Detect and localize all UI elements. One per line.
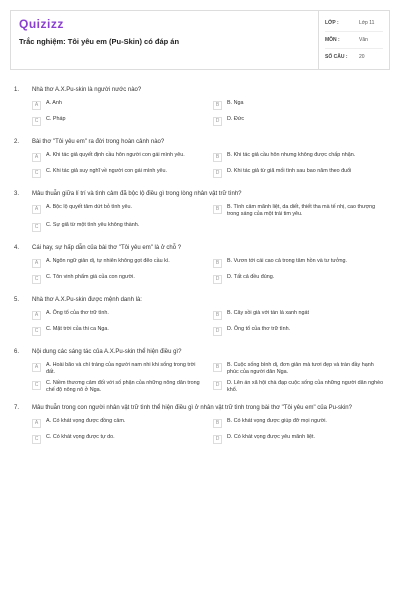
question-text: Nội dung các sáng tác của A.X.Pu-skin thể hiện điều gì? <box>32 349 182 355</box>
answer-option-a[interactable] <box>32 310 209 322</box>
option-letter-box: B <box>213 205 222 214</box>
option-text: D. Khi tác giả từ giã mối tình sau bao năm theo đuổi <box>227 168 352 174</box>
option-letter-box: D <box>213 381 222 390</box>
option-letter-box: D <box>213 275 222 284</box>
option-letter-box: C <box>32 223 41 232</box>
question-item <box>10 244 390 286</box>
answer-option-d[interactable] <box>213 434 390 446</box>
answer-option-b[interactable] <box>213 258 390 270</box>
option-text: B. Cây sồi già với tán lá xanh ngát <box>227 310 310 316</box>
option-text: A. Bộc lộ quyết tâm dứt bỏ tình yêu. <box>46 204 133 210</box>
answer-options <box>10 204 390 234</box>
option-text: C. Tôn vinh phẩm giá của con người. <box>46 274 135 280</box>
option-letter-box: A <box>32 259 41 268</box>
option-text: C. Sự giã từ một tình yêu không thành. <box>46 222 140 228</box>
question-number: 1. <box>14 87 20 93</box>
option-letter-box: B <box>213 153 222 162</box>
option-text: B. Có khát vọng được giúp đỡ mọi người. <box>227 418 327 424</box>
answer-option-b[interactable] <box>213 100 390 112</box>
answer-option-c[interactable] <box>32 222 209 234</box>
option-text: A. Khi tác giả quyết định cầu hôn người con gái mình yêu. <box>46 152 185 158</box>
header-title-area <box>11 11 319 69</box>
question-item <box>10 296 390 338</box>
answer-option-b[interactable] <box>213 204 390 218</box>
answer-option-a[interactable] <box>32 362 209 376</box>
answer-options <box>10 418 390 446</box>
question-header <box>10 404 390 412</box>
option-text: A. Ngôn ngữ giản dị, tự nhiên không gọt đẽo cầu kì. <box>46 258 170 264</box>
option-letter-box: B <box>213 311 222 320</box>
answer-option-a[interactable] <box>32 418 209 430</box>
answer-option-d[interactable] <box>213 380 390 394</box>
meta-label: MÔN : <box>325 37 340 43</box>
header-meta <box>319 11 389 69</box>
option-text: D. Tất cả đều đúng. <box>227 274 275 280</box>
quizizz-logo: Quizizz <box>19 17 64 31</box>
question-item <box>10 404 390 446</box>
question-text: Mâu thuẫn trong con người nhân vật trữ tình thể hiện điều gì ở nhân vật trữ tình trong bài thơ "Tôi yêu em" của Pu-skin? <box>32 405 352 411</box>
option-text: A. Hoài bão và chí tráng của người nam nhi khi sống trong trời đất. <box>46 362 196 375</box>
question-number: 7. <box>14 405 20 411</box>
option-text: A. Ông tổ của thơ trữ tình. <box>46 310 109 316</box>
question-number: 4. <box>14 245 20 251</box>
answer-option-d[interactable] <box>213 326 390 338</box>
option-letter-box: D <box>213 435 222 444</box>
answer-options <box>10 152 390 180</box>
option-letter-box: B <box>213 259 222 268</box>
question-item <box>10 348 390 394</box>
option-letter-box: D <box>213 327 222 336</box>
question-number: 2. <box>14 139 20 145</box>
option-text: C. Pháp <box>46 116 66 122</box>
option-letter-box: B <box>213 101 222 110</box>
option-text: A. Có khát vọng được đồng cảm. <box>46 418 126 424</box>
answer-option-b[interactable] <box>213 310 390 322</box>
option-text: C. Có khát vọng được tự do. <box>46 434 115 440</box>
meta-label: SỐ CÂU : <box>325 54 348 60</box>
question-item <box>10 86 390 128</box>
option-text: A. Anh <box>46 100 62 106</box>
meta-value: Lớp 11 <box>359 20 375 26</box>
question-item <box>10 190 390 234</box>
option-letter-box: C <box>32 169 41 178</box>
question-header <box>10 348 390 356</box>
question-number: 3. <box>14 191 20 197</box>
worksheet-header <box>10 10 390 70</box>
option-letter-box: A <box>32 205 41 214</box>
option-letter-box: B <box>213 363 222 372</box>
option-letter-box: C <box>32 275 41 284</box>
option-letter-box: A <box>32 101 41 110</box>
question-text: Nhà thơ A.X.Pu-skin được mệnh danh là: <box>32 297 142 303</box>
answer-options <box>10 100 390 128</box>
question-text: Bài thơ "Tôi yêu em" ra đời trong hoàn cảnh nào? <box>32 139 165 145</box>
option-text: B. Nga <box>227 100 244 106</box>
answer-option-d[interactable] <box>213 116 390 128</box>
question-header <box>10 190 390 198</box>
question-header <box>10 138 390 146</box>
option-text: C. Niềm thương cảm đối với số phận của những nông dân trong chế độ nông nô ở Nga. <box>46 380 200 393</box>
option-text: D. Đức <box>227 116 245 122</box>
meta-value: 20 <box>359 54 365 60</box>
answer-option-c[interactable] <box>32 434 209 446</box>
option-letter-box: A <box>32 311 41 320</box>
answer-option-c[interactable] <box>32 168 209 180</box>
option-letter-box: D <box>213 169 222 178</box>
question-list <box>10 86 390 446</box>
option-letter-box: A <box>32 419 41 428</box>
question-item <box>10 138 390 180</box>
option-letter-box: C <box>32 435 41 444</box>
option-text: B. Vươn tới cái cao cả trong tâm hồn và tư tưởng. <box>227 258 348 264</box>
option-text: C. Khi tác giả suy nghĩ về người con gái mình yêu. <box>46 168 168 174</box>
option-letter-box: B <box>213 419 222 428</box>
option-letter-box: D <box>213 117 222 126</box>
option-text: B. Khi tác giả cầu hôn nhưng không được chấp nhận. <box>227 152 356 158</box>
meta-label: LỚP : <box>325 20 339 26</box>
option-letter-box: A <box>32 153 41 162</box>
answer-option-a[interactable] <box>32 258 209 270</box>
answer-option-d[interactable] <box>213 168 390 180</box>
answer-option-b[interactable] <box>213 418 390 430</box>
option-text: B. Cuộc sống bình dị, đơn giản mà tươi đẹp và tràn đầy hạnh phúc của người dân Nga. <box>227 362 374 375</box>
question-text: Mâu thuẫn giữa lí trí và tình cảm đã bộc lộ điều gì trong lòng nhân vật trữ tình? <box>32 191 242 197</box>
question-header <box>10 296 390 304</box>
option-text: D. Có khát vọng được yêu mãnh liệt. <box>227 434 316 440</box>
answer-option-b[interactable] <box>213 362 390 376</box>
question-number: 5. <box>14 297 20 303</box>
question-header <box>10 244 390 252</box>
question-number: 6. <box>14 349 20 355</box>
answer-options <box>10 258 390 286</box>
question-text: Nhà thơ A.X.Pu-skin là người nước nào? <box>32 87 142 93</box>
answer-options <box>10 310 390 338</box>
option-text: D. Ông tổ của thơ trữ tình. <box>227 326 291 332</box>
worksheet-title: Trắc nghiệm: Tôi yêu em (Pu-Skin) có đáp án <box>19 37 180 46</box>
answer-option-b[interactable] <box>213 152 390 164</box>
option-letter-box: C <box>32 381 41 390</box>
option-letter-box: C <box>32 327 41 336</box>
answer-option-d[interactable] <box>213 274 390 286</box>
question-header <box>10 86 390 94</box>
meta-row <box>325 32 383 49</box>
meta-row <box>325 49 383 65</box>
question-text: Cái hay, sự hấp dẫn của bài thơ "Tôi yêu em" là ở chỗ ? <box>32 245 182 251</box>
answer-option-c[interactable] <box>32 116 209 128</box>
meta-value: Văn <box>359 37 368 43</box>
option-letter-box: C <box>32 117 41 126</box>
option-letter-box: A <box>32 363 41 372</box>
option-text: D. Lên án xã hội chà đạp cuộc sống của những người dân nghèo khổ. <box>227 380 384 393</box>
option-text: C. Mặt trời của thi ca Nga. <box>46 326 109 332</box>
meta-row <box>325 15 383 32</box>
answer-option-c[interactable] <box>32 380 209 394</box>
answer-option-c[interactable] <box>32 326 209 338</box>
option-text: B. Tình cảm mãnh liệt, da diết, thiết tha mà tế nhị, cao thượng trong sáng của một trái tim yêu. <box>227 204 376 217</box>
answer-option-c[interactable] <box>32 274 209 286</box>
answer-option-a[interactable] <box>32 204 209 218</box>
answer-options <box>10 362 390 394</box>
answer-option-a[interactable] <box>32 152 209 164</box>
answer-option-a[interactable] <box>32 100 209 112</box>
